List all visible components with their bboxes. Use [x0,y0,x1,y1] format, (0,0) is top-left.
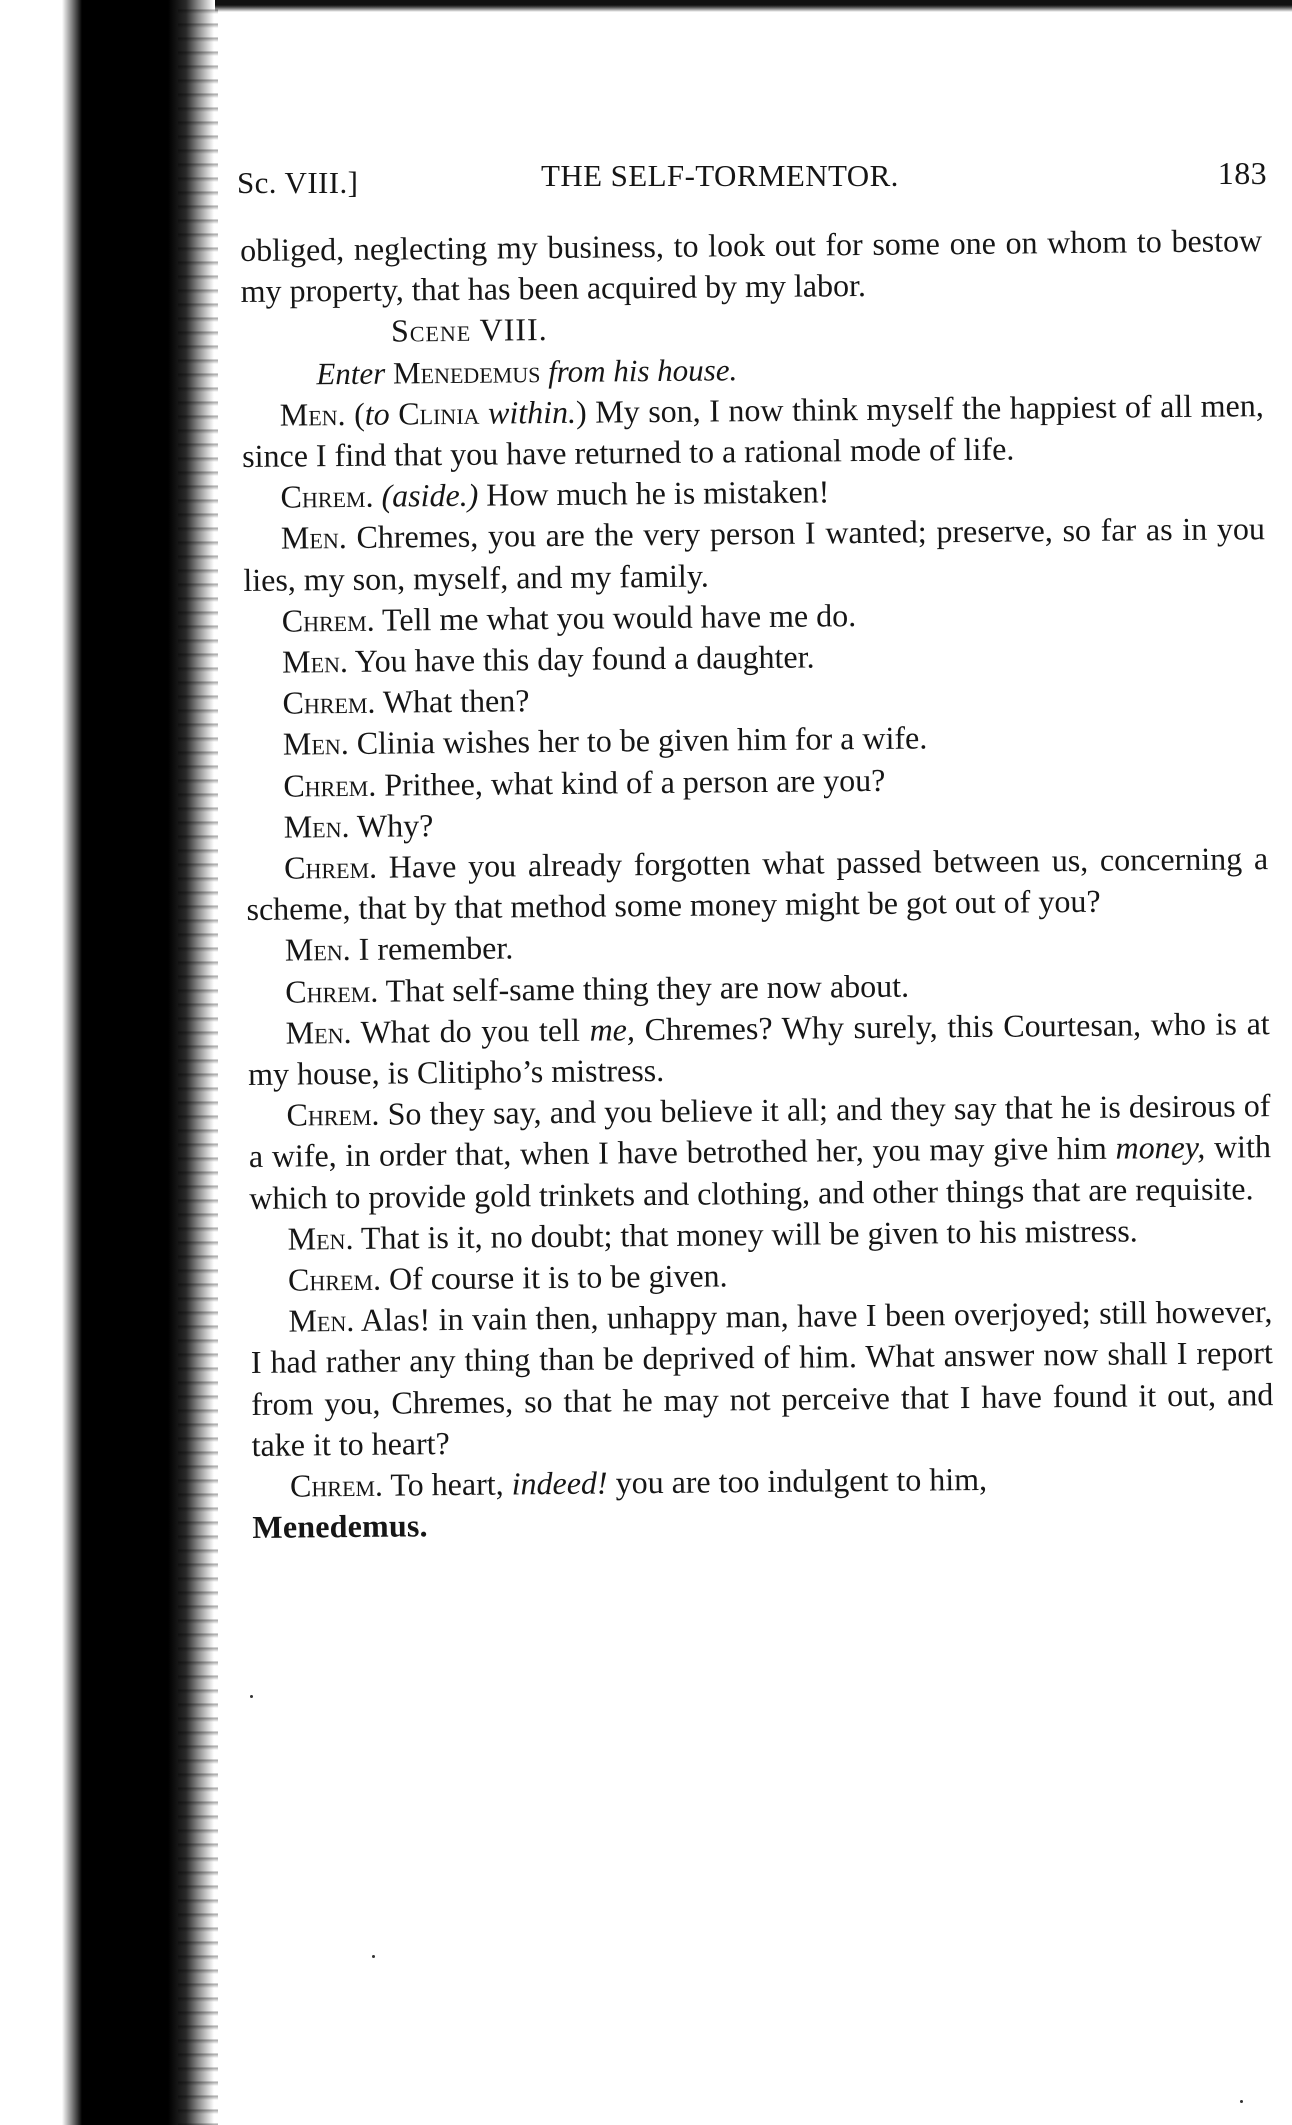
speaker-name: Chrem. [287,1260,382,1298]
binding-edge-texture [178,0,218,2125]
speech-text: What do you tell [360,1011,581,1050]
speech-text: That self-same thing they are now about. [385,967,910,1009]
speaker-name: Men. [282,725,349,763]
speaker-name: Men. [283,807,350,845]
speaker-name: Chrem. [286,1095,380,1133]
speaker-name: Men. [280,519,347,557]
speech-emphasis: money, [1115,1129,1206,1167]
running-head [237,155,1267,205]
speech-text: Have you already forgotten what passed between us, concerning a scheme, that by that method some money might be got out of you? [246,840,1269,928]
speech-text: What then? [382,682,530,720]
speech-text: You have this day found a daughter. [354,638,815,679]
speech [250,1291,1274,1466]
speaker-name: Chrem. [282,683,376,721]
speech-text: To heart, [390,1465,504,1503]
speaker-name: Chrem. [289,1466,384,1504]
speech-emphasis: indeed! [511,1464,608,1502]
continuation-paragraph: obliged, neglecting my business, to look out for some one on whom to bestow my property, that has been acquired by my labor. [240,222,1263,310]
page-number: 183 [1217,155,1267,191]
speech-text: Of course it is to be given. [388,1257,728,1297]
speech-text: Alas! in vain then, unhappy man, have I been overjoyed; still however, I had rather any thing than be deprived of him. What answer now shall I report from you, Chremes, so that he may not perceive that I have found it out, and take it to heart? [250,1293,1274,1463]
stage-enter: Enter [316,355,386,391]
speech [246,838,1269,930]
speech-text: Chremes? Why surely, this Courtesan, who is at my house, is Clitipho’s mistress. [247,1005,1270,1093]
speck [372,1955,375,1958]
page-body [240,220,1275,1548]
speech-text: you are too indulgent to him, [615,1460,988,1501]
aside-to: to [364,395,390,432]
speaker-name: Men. [284,931,351,969]
speaker-name: Chrem. [281,601,375,639]
speech-text: Clinia wishes her to be given him for a wife. [356,719,928,762]
speck [1240,2100,1243,2103]
speaker-name: Men. [285,1013,352,1051]
speech: Men. (to Clinia within.) My son, I now think myself the happiest of all men, since I find that you have returned to a rational mode of life. [241,386,1264,475]
speech-text: Tell me what you would have me do. [381,596,857,638]
speaker-name: Men. [287,1219,354,1257]
speech-emphasis: me, [589,1011,636,1048]
speaker-name: Chrem. [280,477,374,515]
aside-rest: within. [487,393,577,431]
speech-text: Chremes, you are the very person I wanted; preserve, so far as in you lies, my son, myself, and my family. [243,510,1266,598]
running-head-section: Sc. VIII.] [237,165,359,200]
speech-text: How much he is mistaken! [486,473,830,513]
speech [248,1003,1271,1095]
speech-text: Why? [356,807,434,844]
stage-character: Menedemus [392,353,541,391]
speaker-name: Men. [288,1302,355,1339]
speech-text: My son, I now think myself the happiest of all men, since I find that you have returned to a rational mode of life. [241,386,1264,475]
speaker-name: Chrem. [283,848,378,886]
speaker-name: Men. [279,395,346,433]
speech-text: with which to provide gold trinkets and clothing, and other things that are requisite. [249,1128,1272,1216]
stage-aside: (aside.) [381,476,479,514]
speech-text: I remember. [358,929,514,968]
speech-text: Prithee, what kind of a person are you? [384,761,886,803]
speech-final-word: Menedemus. [252,1507,428,1546]
speech [243,509,1266,601]
running-head-title: THE SELF-TORMENTOR. [541,158,899,193]
stage-rest: from his house. [547,351,738,389]
speech [248,1085,1271,1218]
speaker-name: Chrem. [285,972,379,1010]
speech-text: That is it, no doubt; that money will be given to his mistress. [360,1212,1138,1256]
speech-text: So they say, and you believe it all; and they say that he is desirous of a wife, in order that, when I have betrothed her, you may give him [248,1087,1271,1175]
aside-character: Clinia [398,394,480,432]
scene-heading: Scene VIII. [390,311,548,349]
speaker-name: Men. [281,643,349,680]
speech-final-line [252,1497,1274,1548]
speck [250,1695,253,1698]
speaker-name: Chrem. [283,766,377,804]
